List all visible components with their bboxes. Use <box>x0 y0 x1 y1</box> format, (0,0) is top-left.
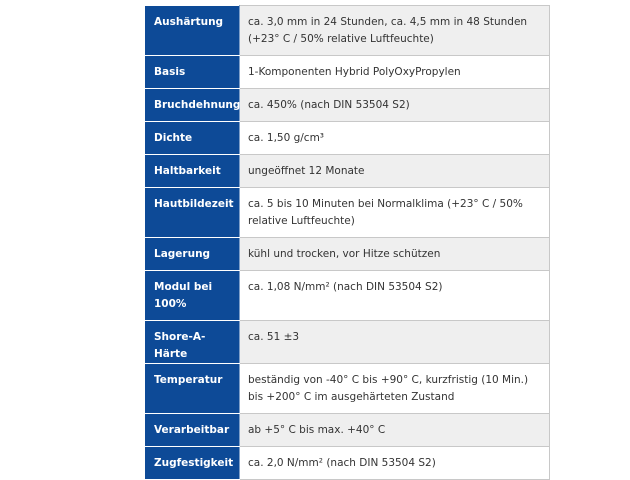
table-row <box>146 56 550 89</box>
table-row <box>146 238 550 271</box>
table-row <box>146 271 550 321</box>
table-row <box>146 414 550 447</box>
property-label: Shore-A-Härte <box>146 321 240 364</box>
property-value: 1-Komponenten Hybrid PolyOxyPropylen <box>240 56 550 89</box>
table-row <box>146 188 550 238</box>
property-value: ca. 5 bis 10 Minuten bei Normalklima (+23° C / 50% relative Luftfeuchte) <box>240 188 550 238</box>
property-value: beständig von -40° C bis +90° C, kurzfristig (10 Min.) bis +200° C im ausgehärteten Zustand <box>240 364 550 414</box>
property-label: Temperatur <box>146 364 240 414</box>
property-value: ca. 51 ±3 <box>240 321 550 364</box>
property-label: Lagerung <box>146 238 240 271</box>
property-value: ca. 450% (nach DIN 53504 S2) <box>240 89 550 122</box>
property-value: ca. 1,50 g/cm³ <box>240 122 550 155</box>
table-row <box>146 155 550 188</box>
table-row <box>146 122 550 155</box>
table-row <box>146 321 550 364</box>
property-value: kühl und trocken, vor Hitze schützen <box>240 238 550 271</box>
property-label: Aushärtung <box>146 6 240 56</box>
property-label: Bruchdehnung <box>146 89 240 122</box>
property-label: Dichte <box>146 122 240 155</box>
table-row <box>146 447 550 480</box>
table-row <box>146 89 550 122</box>
property-label: Modul bei 100% <box>146 271 240 321</box>
property-value: ca. 2,0 N/mm² (nach DIN 53504 S2) <box>240 447 550 480</box>
property-value: ca. 1,08 N/mm² (nach DIN 53504 S2) <box>240 271 550 321</box>
property-label: Hautbildezeit <box>146 188 240 238</box>
property-value: ab +5° C bis max. +40° C <box>240 414 550 447</box>
property-value: ca. 3,0 mm in 24 Stunden, ca. 4,5 mm in 48 Stunden (+23° C / 50% relative Luftfeuchte) <box>240 6 550 56</box>
property-label: Haltbarkeit <box>146 155 240 188</box>
table-row <box>146 6 550 56</box>
table-row <box>146 364 550 414</box>
spec-table <box>145 5 550 480</box>
property-label: Verarbeitbar <box>146 414 240 447</box>
property-value: ungeöffnet 12 Monate <box>240 155 550 188</box>
property-label: Basis <box>146 56 240 89</box>
property-label: Zugfestigkeit <box>146 447 240 480</box>
